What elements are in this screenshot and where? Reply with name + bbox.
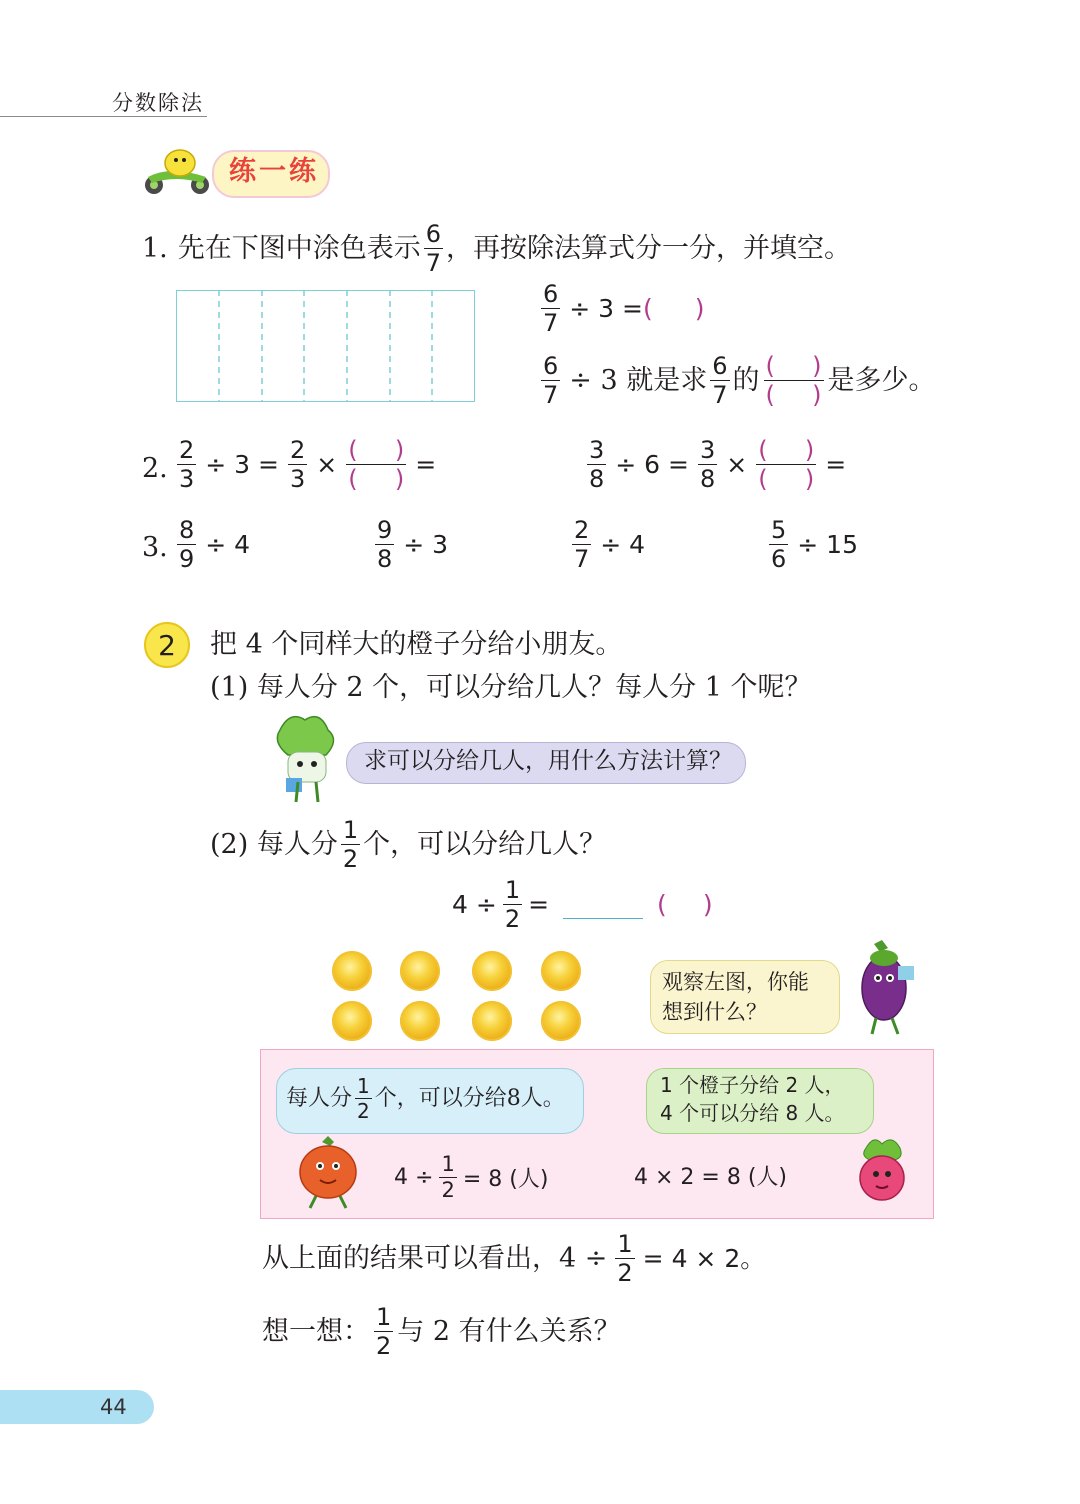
- cabbage-mascot-icon: [260, 710, 350, 805]
- answer-fraction-blank[interactable]: ( ) ( ): [758, 436, 815, 493]
- q2-left-equation: $\frac{2}{3}$ ÷ 3 = $\frac{2}{3}$ × ( ) ( ) =: [179, 436, 437, 493]
- radish-bubble-line-1: 1 个橙子分给 2 人，: [660, 1073, 845, 1097]
- unit-blank[interactable]: ( ): [657, 890, 713, 919]
- bubble-question-text: 求可以分给几人，用什么方法计算？: [364, 748, 732, 774]
- orange-icon: [332, 1001, 372, 1041]
- calc-left: 4 ÷ $\frac{1}{2}$ = 8 (人): [394, 1152, 549, 1202]
- q3-item[interactable]: $\frac{5}{6}$ ÷ 15: [771, 516, 858, 573]
- answer-fraction-blank[interactable]: ( ) ( ): [765, 352, 822, 409]
- example-part-1: (1) 每人分 2 个，可以分给几人？每人分 1 个呢？: [210, 672, 812, 703]
- answer-line[interactable]: [563, 890, 643, 919]
- tomato-bubble-text: 每人分 $\frac{1}{2}$ 个，可以分给8人。: [286, 1074, 565, 1123]
- question-1-text-a: 先在下图中涂色表示: [177, 233, 421, 264]
- chapter-title: 分数除法: [112, 91, 204, 115]
- orange-icon: [472, 951, 512, 991]
- orange-icon: [472, 1001, 512, 1041]
- shading-strip[interactable]: [176, 290, 475, 402]
- q3-item[interactable]: $\frac{9}{8}$ ÷ 3: [377, 516, 449, 573]
- tomato-mascot-icon: [286, 1134, 370, 1210]
- page-number: 44: [100, 1395, 127, 1419]
- practice-badge-label: 练一练: [229, 156, 319, 187]
- q1-equation-1: $\frac{6}{7}$ ÷ 3 = ( ): [543, 280, 705, 337]
- conclusion-line: 从上面的结果可以看出，4 ÷ $\frac{1}{2}$ = 4 × 2。: [262, 1230, 766, 1287]
- radish-bubble-line-2: 4 个可以分给 8 人。: [660, 1101, 845, 1125]
- question-1-text-b: ，再按除法算式分一分，并填空。: [446, 233, 852, 264]
- q2-right-equation: $\frac{3}{8}$ ÷ 6 = $\frac{3}{8}$ × ( ) ( ) =: [589, 436, 847, 493]
- radish-mascot-icon: [846, 1134, 918, 1206]
- lemon-mascot-icon: [140, 147, 220, 197]
- example-title: 把 4 个同样大的橙子分给小朋友。: [210, 629, 623, 660]
- question-1-number: 1.: [142, 233, 168, 264]
- q3-item[interactable]: $\frac{2}{7}$ ÷ 4: [574, 516, 646, 573]
- orange-icon: [332, 951, 372, 991]
- example-number-badge: 2: [144, 622, 190, 668]
- header-rule: [0, 116, 207, 117]
- answer-fraction-blank[interactable]: ( ) ( ): [348, 436, 405, 493]
- question-3-number: 3.: [142, 532, 168, 563]
- answer-blank[interactable]: ( ): [642, 294, 705, 323]
- page-number-tab: [0, 1390, 154, 1424]
- orange-icon: [400, 951, 440, 991]
- think-line: 想一想： $\frac{1}{2}$ 与 2 有什么关系？: [262, 1303, 621, 1360]
- eggplant-bubble-line-2: 想到什么？: [662, 1000, 767, 1024]
- question-2-number: 2.: [142, 453, 168, 484]
- example-part-2: (2) 每人分 $\frac{1}{2}$ 个，可以分给几人？: [210, 816, 607, 873]
- eggplant-bubble-line-1: 观察左图，你能: [662, 970, 809, 994]
- fraction-6-7: $\frac{6}{7}$: [425, 220, 442, 277]
- part-2-equation: 4 ÷ $\frac{1}{2}$ = ( ): [452, 876, 713, 933]
- orange-icon: [541, 951, 581, 991]
- q1-equation-2: $\frac{6}{7}$ ÷ 3 就是求 $\frac{6}{7}$ 的 ( ) ( ) 是多少。: [543, 352, 936, 409]
- orange-icon: [541, 1001, 581, 1041]
- orange-icon: [400, 1001, 440, 1041]
- q3-item[interactable]: $\frac{8}{9}$ ÷ 4: [179, 516, 251, 573]
- eggplant-mascot-icon: [838, 938, 934, 1038]
- calc-right: 4 × 2 = 8 (人): [634, 1165, 787, 1190]
- question-1-prompt: [142, 222, 851, 275]
